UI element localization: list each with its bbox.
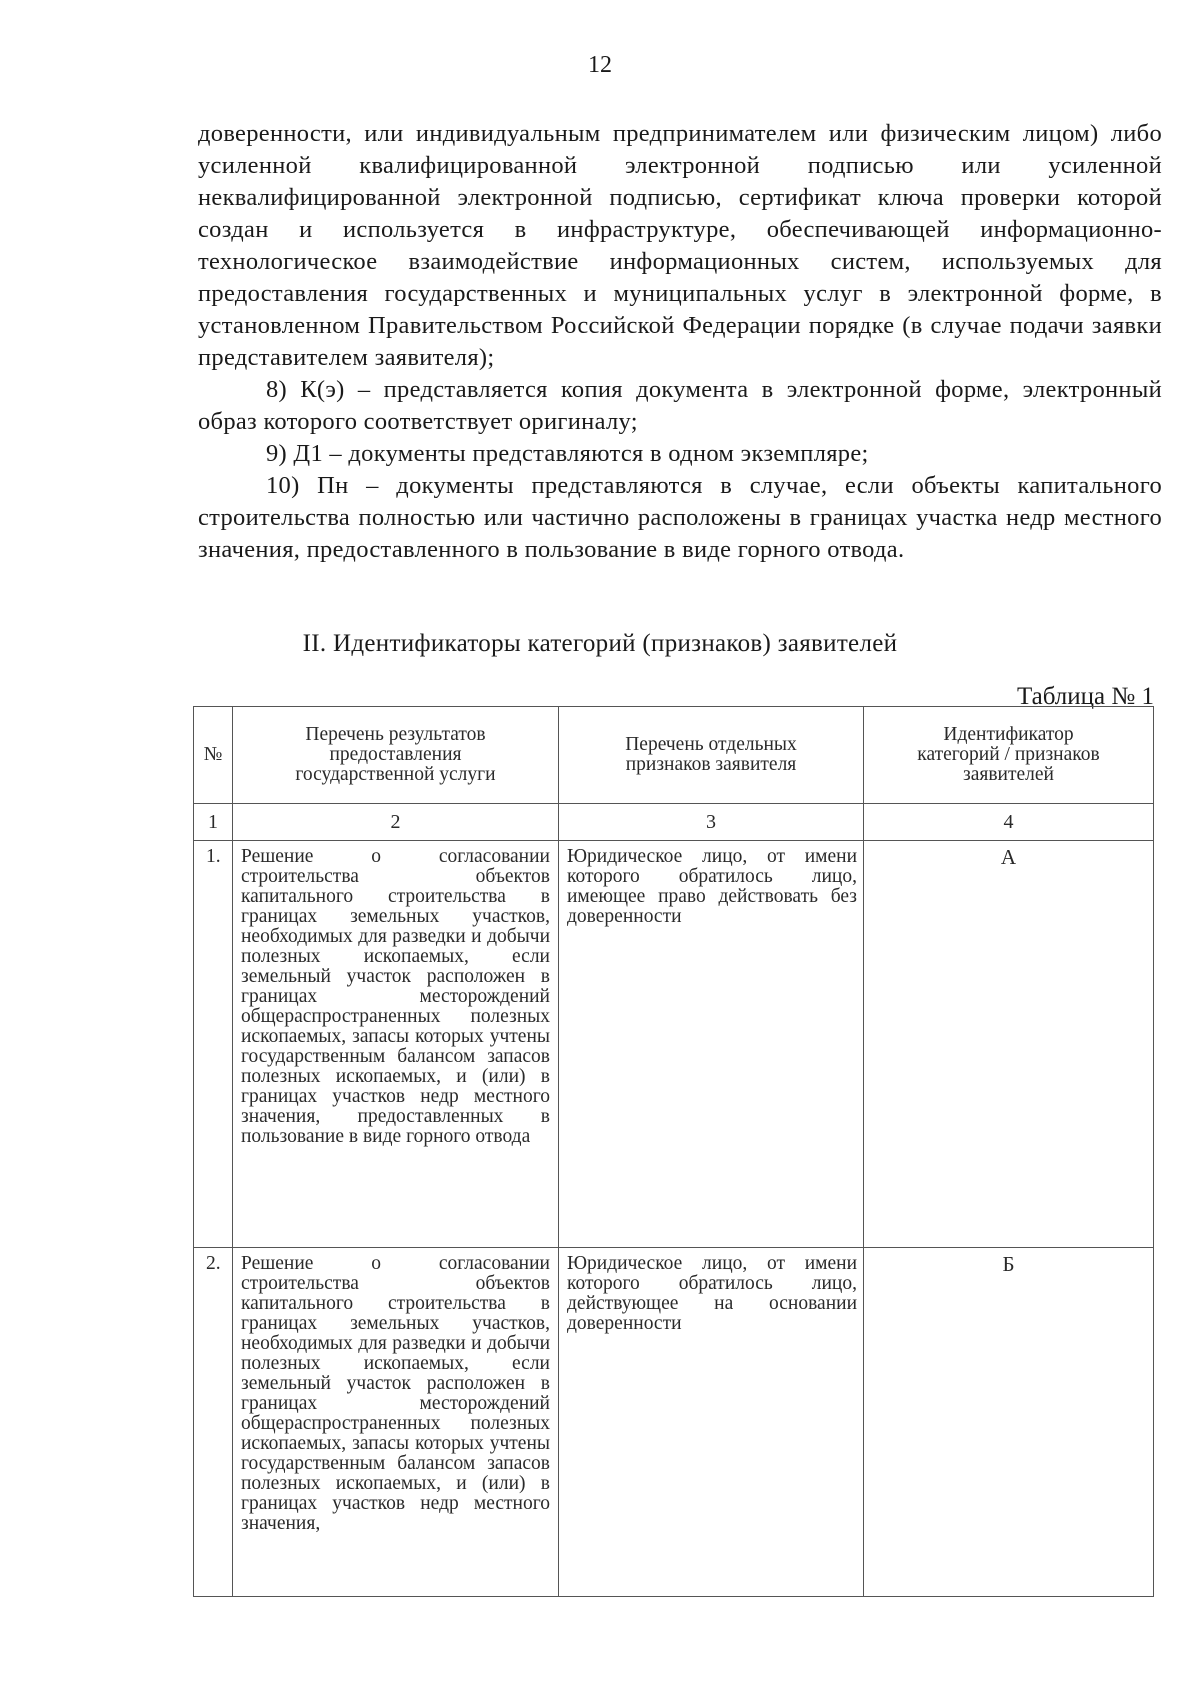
column-number: 3 <box>559 804 864 841</box>
row-number: 1. <box>194 841 233 1248</box>
applicant-feature: Юридическое лицо, от имени которого обратилось лицо, действующее на основании доверенности <box>559 1248 864 1597</box>
column-number-row <box>194 804 1154 841</box>
column-number: 4 <box>864 804 1154 841</box>
page-number: 12 <box>588 52 612 78</box>
column-number: 2 <box>233 804 559 841</box>
list-item-8: 8) К(э) – представляется копия документа в электронной форме, электронный образ которого соответствует оригиналу; <box>198 376 1162 435</box>
category-identifier: Б <box>864 1248 1154 1597</box>
service-result: Решение о согласовании строительства объектов капитального строительства в границах земельных участков, необходимых для разведки и добычи полезных ископаемых, если земельный участок расположен в границах месторождений общераспространенных полезных ископаемых, запасы которых учтены государственным балансом запасов полезных ископаемых, и (или) в границах участков недр местного значения, <box>233 1248 559 1597</box>
row-number: 2. <box>194 1248 233 1597</box>
list-item-9: 9) Д1 – документы представляются в одном экземпляре; <box>266 440 869 467</box>
paragraph-continuation: доверенности, или индивидуальным предпринимателем или физическим лицом) либо усиленной квалифицированной электронной подписью или усиленной неквалифицированной электронной подписью, сертификат ключа проверки которой создан и используется в инфраструктуре, обеспечивающей информационно-технологическое взаимодействие информационных систем, используемых для предоставления государственных и муниципальных услуг в электронной форме, в установленном Правительством Российской Федерации порядке (в случае подачи заявки представителем заявителя); <box>198 120 1162 371</box>
header-results: Перечень результатов предоставления государственной услуги <box>233 707 559 804</box>
header-identifier: Идентификатор категорий / признаков заявителей <box>864 707 1154 804</box>
header-number: № <box>194 707 233 804</box>
identifiers-table <box>193 706 1154 1597</box>
applicant-feature: Юридическое лицо, от имени которого обратилось лицо, имеющее право действовать без доверенности <box>559 841 864 1248</box>
list-item-10: 10) Пн – документы представляются в случае, если объекты капитального строительства полностью или частично расположены в границах участка недр местного значения, предоставленного в пользование в виде горного отвода. <box>198 472 1162 563</box>
section-heading: II. Идентификаторы категорий (признаков) заявителей <box>302 630 898 657</box>
header-applicant-features: Перечень отдельных признаков заявителя <box>559 707 864 804</box>
column-number: 1 <box>194 804 233 841</box>
service-result: Решение о согласовании строительства объектов капитального строительства в границах земельных участков, необходимых для разведки и добычи полезных ископаемых, если земельный участок расположен в границах месторождений общераспространенных полезных ископаемых, запасы которых учтены государственным балансом запасов полезных ископаемых, и (или) в границах участков недр местного значения, предоставленных в пользование в виде горного отвода <box>233 841 559 1248</box>
table-header-row <box>194 707 1154 804</box>
table-row <box>194 1248 1154 1597</box>
table-row <box>194 841 1154 1248</box>
category-identifier: А <box>864 841 1154 1248</box>
body-text <box>198 118 1162 566</box>
table-caption: Таблица № 1 <box>1016 683 1154 710</box>
